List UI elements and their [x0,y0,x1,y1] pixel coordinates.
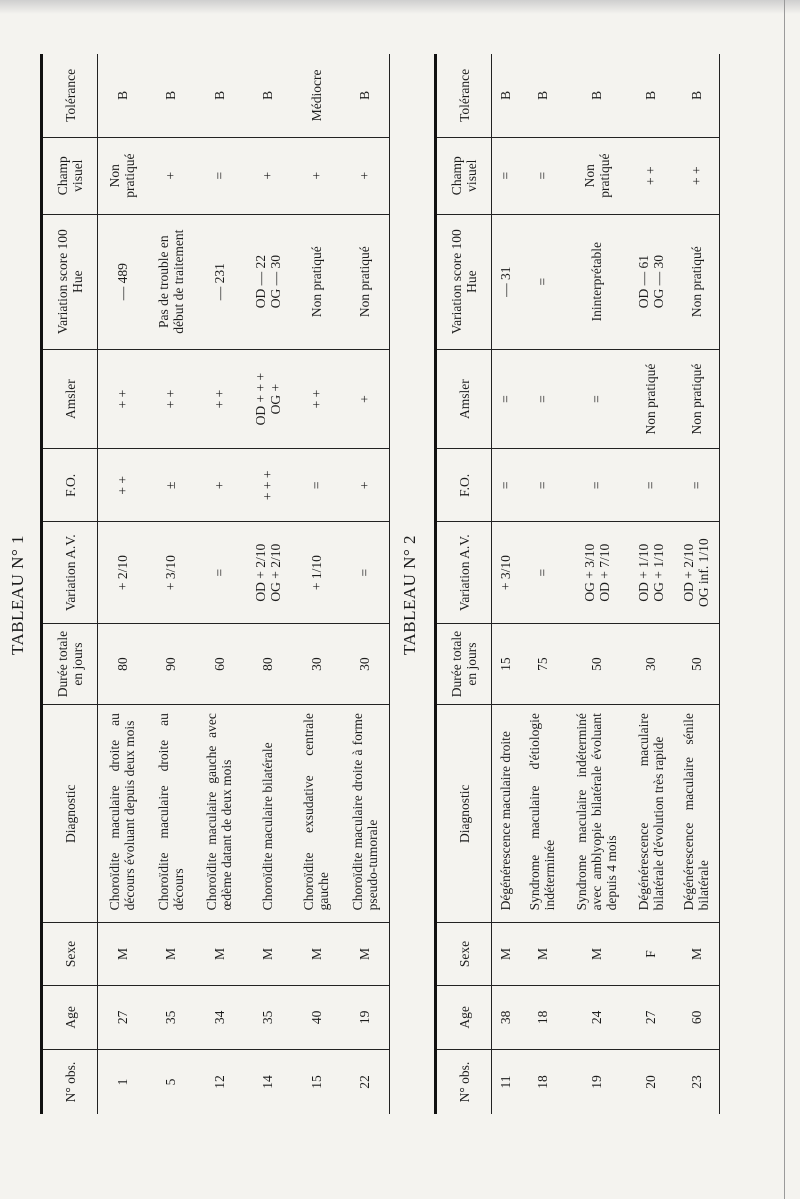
cell-amsler: + [340,349,389,449]
cell-variation-av: + 3/10 [147,522,195,624]
cell-age: 35 [147,985,195,1049]
cell-age: 40 [292,985,340,1049]
page-edge-line [784,0,785,1199]
cell-age: 34 [195,985,243,1049]
cell-line: OG + [267,383,283,415]
cell-champ-visuel: + [243,137,291,214]
cell-fo: = [520,449,565,522]
tableau2-title: TABLEAU N° 2 [400,534,419,656]
cell-n-obs: 11 [498,1075,514,1089]
header-sexe: Sexe [436,923,492,985]
tableau2-table [434,54,720,1114]
cell-sexe: F [628,923,673,985]
cell-amsler: = [520,349,565,449]
cell-fo: ± [147,449,195,522]
cell-n-obs: 22 [357,1075,373,1089]
cell-n-obs: 14 [260,1075,276,1089]
cell-variation-av [674,522,720,624]
cell-fo: + [340,449,389,522]
header-duree: Durée totale en jours [42,624,98,705]
header-diagnostic: Diagnostic [436,705,492,923]
cell-score-100-hue: Non pratiqué [292,214,340,349]
cell-variation-av: = [195,522,243,624]
cell-tolerance: B [340,54,389,137]
cell-diagnostic: Choroïdite maculaire bilatérale [243,705,291,923]
table-row [492,54,520,1114]
tableau2-body [492,54,720,1114]
cell-age: 35 [243,985,291,1049]
cell-duree: 80 [98,624,147,705]
header-diagnostic: Diagnostic [42,705,98,923]
cell-diagnostic: Choroïdite exsudative centrale gauche [292,705,340,923]
table-row [674,54,720,1114]
cell-amsler: Non pratiqué [674,349,720,449]
cell-duree: 30 [628,624,673,705]
cell-line: OD + 2/10 [252,543,268,602]
cell-n-obs: 15 [308,1075,324,1089]
header-champ-visuel: Champ visuel [42,137,98,214]
cell-tolerance: Médiocre [292,54,340,137]
cell-sexe: M [195,923,243,985]
cell-champ-visuel: = [520,137,565,214]
cell-champ-visuel: = [195,137,243,214]
cell-n-obs: 18 [534,1075,550,1089]
cell-score-100-hue: Pas de trouble en début de traitement [147,214,195,349]
cell-n-obs: 20 [643,1075,659,1089]
cell-tolerance: B [243,54,291,137]
cell-n-obs: 1 [114,1078,130,1086]
cell-fo: + + + [243,449,291,522]
cell-diagnostic: Dégénérescence maculaire droite [492,705,520,923]
cell-variation-av [565,522,628,624]
cell-score-100-hue: — 231 [195,214,243,349]
cell-sexe: M [147,923,195,985]
tableau2-header-row [436,54,492,1114]
header-fo: F.O. [42,449,98,522]
tableau1-header-row [42,54,98,1114]
header-variation-av: Variation A.V. [436,522,492,624]
cell-duree: 80 [243,624,291,705]
cell-line: OG — 30 [267,255,283,309]
cell-line: OD — 61 [635,255,651,309]
cell-diagnostic: Choroïdite maculaire gauche avec œdème datant de deux mois [195,705,243,923]
cell-champ-visuel: + [292,137,340,214]
cell-sexe: M [340,923,389,985]
header-age: Age [42,985,98,1049]
cell-variation-av: + 2/10 [98,522,147,624]
cell-duree: 75 [520,624,565,705]
header-age: Age [436,985,492,1049]
cell-fo: = [628,449,673,522]
cell-n-obs: 19 [589,1075,605,1089]
cell-line: OG inf. 1/10 [696,538,712,607]
cell-n-obs: 5 [163,1078,179,1086]
cell-tolerance: B [520,54,565,137]
header-n-obs: N° obs. [436,1050,492,1114]
cell-diagnostic: Choroïdite maculaire droite au décours évoluant depuis deux mois [98,705,147,923]
cell-line: OG — 30 [650,255,666,309]
cell-line: OG + 3/10 [581,543,597,602]
cell-score-100-hue: Ininterprétable [565,214,628,349]
header-sexe: Sexe [42,923,98,985]
cell-fo: + + [98,449,147,522]
header-amsler: Amsler [436,349,492,449]
cell-duree: 30 [340,624,389,705]
cell-duree: 50 [674,624,720,705]
cell-champ-visuel: + [147,137,195,214]
cell-variation-av: + 3/10 [492,522,520,624]
cell-fo: = [292,449,340,522]
cell-n-obs: 12 [211,1075,227,1089]
table-row [292,54,340,1114]
cell-fo: = [674,449,720,522]
cell-variation-av: = [340,522,389,624]
table-row [195,54,243,1114]
cell-duree: 50 [565,624,628,705]
header-variation-av: Variation A.V. [42,522,98,624]
cell-line: OD — 22 [252,255,268,309]
cell-tolerance: B [674,54,720,137]
cell-diagnostic: Dégénérescence maculaire sénile bilatérale [674,705,720,923]
cell-amsler: + + [292,349,340,449]
header-score-100-hue: Variation score 100 Hue [42,214,98,349]
cell-age: 60 [674,985,720,1049]
cell-score-100-hue: Non pratiqué [674,214,720,349]
table-row [98,54,147,1114]
cell-duree: 15 [492,624,520,705]
cell-sexe: M [565,923,628,985]
cell-line: OD + 1/10 [635,543,651,602]
cell-champ-visuel: + + [674,137,720,214]
cell-diagnostic: Dégénérescence maculaire bilatérale d'évolution très rapide [628,705,673,923]
cell-diagnostic: Syndrome maculaire d'étiologie indéterminée [520,705,565,923]
header-amsler: Amsler [42,349,98,449]
cell-amsler: = [492,349,520,449]
cell-age: 38 [492,985,520,1049]
cell-line: OD + + + [252,372,268,426]
cell-line: OG + 1/10 [650,543,666,602]
cell-amsler: = [565,349,628,449]
cell-age: 27 [98,985,147,1049]
cell-sexe: M [520,923,565,985]
cell-tolerance: B [628,54,673,137]
cell-score-100-hue: — 31 [492,214,520,349]
cell-variation-av: + 1/10 [292,522,340,624]
cell-amsler: Non pratiqué [628,349,673,449]
cell-champ-visuel: = [492,137,520,214]
table-row [147,54,195,1114]
cell-fo: = [492,449,520,522]
tableau1-title: TABLEAU N° 1 [8,534,27,656]
header-n-obs: N° obs. [42,1050,98,1114]
cell-amsler [243,349,291,449]
cell-score-100-hue [243,214,291,349]
cell-variation-av [628,522,673,624]
cell-tolerance: B [195,54,243,137]
header-fo: F.O. [436,449,492,522]
header-tolerance: Tolérance [436,54,492,137]
cell-champ-visuel: Non pratiqué [98,137,147,214]
cell-sexe: M [292,923,340,985]
cell-variation-av: = [520,522,565,624]
table-row [340,54,389,1114]
cell-age: 24 [565,985,628,1049]
header-champ-visuel: Champ visuel [436,137,492,214]
cell-fo: = [565,449,628,522]
cell-tolerance: B [147,54,195,137]
cell-duree: 90 [147,624,195,705]
cell-score-100-hue: — 489 [98,214,147,349]
cell-age: 18 [520,985,565,1049]
cell-age: 27 [628,985,673,1049]
cell-fo: + [195,449,243,522]
cell-score-100-hue: = [520,214,565,349]
cell-duree: 30 [292,624,340,705]
table-row [243,54,291,1114]
table-row [520,54,565,1114]
cell-duree: 60 [195,624,243,705]
cell-age: 19 [340,985,389,1049]
cell-amsler: + + [147,349,195,449]
cell-line: OD + 2/10 [681,543,697,602]
cell-n-obs: 23 [688,1075,704,1089]
cell-sexe: M [674,923,720,985]
cell-sexe: M [98,923,147,985]
cell-score-100-hue [628,214,673,349]
cell-variation-av [243,522,291,624]
cell-champ-visuel: + + [628,137,673,214]
tableau1-table [40,54,390,1114]
cell-sexe: M [492,923,520,985]
header-duree: Durée totale en jours [436,624,492,705]
cell-tolerance: B [98,54,147,137]
table-row [628,54,673,1114]
cell-score-100-hue: Non pratiqué [340,214,389,349]
cell-tolerance: B [565,54,628,137]
cell-sexe: M [243,923,291,985]
cell-tolerance: B [492,54,520,137]
cell-diagnostic: Choroïdite maculaire droite au décours [147,705,195,923]
cell-amsler: + + [195,349,243,449]
cell-diagnostic: Syndrome maculaire indéterminé avec amblyopie bilatérale évoluant depuis 4 mois [565,705,628,923]
header-tolerance: Tolérance [42,54,98,137]
cell-line: OG + 2/10 [267,543,283,602]
cell-line: OD + 7/10 [596,543,612,602]
tableau1-body [98,54,390,1114]
cell-amsler: + + [98,349,147,449]
table-row [565,54,628,1114]
cell-champ-visuel: Non pratiqué [565,137,628,214]
header-score-100-hue: Variation score 100 Hue [436,214,492,349]
cell-champ-visuel: + [340,137,389,214]
cell-diagnostic: Choroïdite maculaire droite à forme pseudo-tumorale [340,705,389,923]
